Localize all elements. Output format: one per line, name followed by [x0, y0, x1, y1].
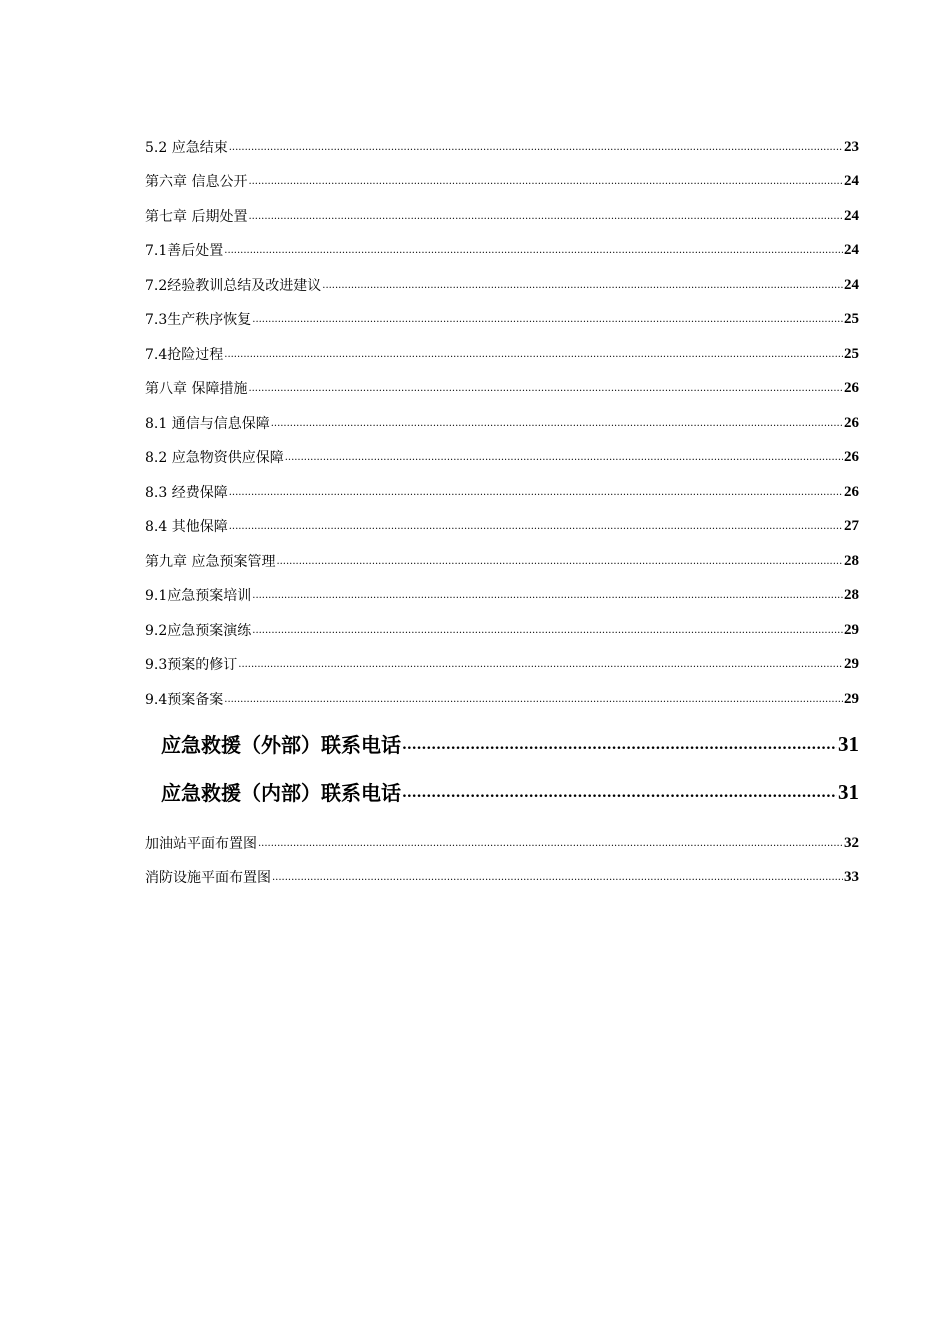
toc-entry-label: 8.4 其他保障: [145, 519, 228, 535]
toc-entry-label: 9.3预案的修订: [145, 657, 238, 673]
toc-entry-page: 27: [844, 518, 859, 534]
dot-leader: [224, 691, 843, 705]
toc-entry-label: 8.3 经费保障: [145, 484, 228, 501]
dot-leader: [252, 622, 843, 636]
toc-entry-page: 24: [844, 173, 859, 189]
toc-entry-7-2[interactable]: [145, 258, 859, 293]
toc-entry-label: 第七章 后期处置: [145, 208, 248, 225]
toc-entry-label: 第八章 保障措施: [145, 381, 248, 397]
toc-entry-page: 26: [844, 414, 859, 431]
toc-entry-label: 消防设施平面布置图: [145, 870, 271, 886]
toc-entry-label: 9.1应急预案培训: [145, 588, 252, 604]
toc-entry-8-1[interactable]: [145, 396, 859, 431]
toc-entry-page: 29: [844, 621, 859, 638]
toc-entry-chapter-6[interactable]: [145, 155, 859, 190]
toc-entry-9-1[interactable]: [145, 569, 859, 604]
toc-entry-page: 26: [844, 449, 859, 465]
toc-entry-8-3[interactable]: [145, 465, 859, 500]
toc-entry-page: 24: [844, 242, 859, 258]
toc-entry-page: 28: [844, 552, 859, 569]
toc-entry-label: 第六章 信息公开: [145, 174, 248, 190]
toc-entry-label: 8.2 应急物资供应保障: [145, 450, 284, 466]
toc-entry-label: 应急救援（外部）联系电话: [161, 732, 401, 757]
toc-entry-label: 第九章 应急预案管理: [145, 553, 276, 570]
toc-entry-7-1[interactable]: [145, 224, 859, 259]
toc-entry-page: 29: [844, 656, 859, 672]
dot-leader: [276, 553, 843, 567]
dot-leader: [224, 346, 843, 360]
toc-entry-chapter-8[interactable]: [145, 362, 859, 397]
toc-entry-9-2[interactable]: [145, 603, 859, 638]
toc-entry-8-2[interactable]: [145, 431, 859, 466]
dot-leader: [322, 277, 843, 291]
toc-entry-page: 31: [838, 731, 859, 756]
toc-entry-9-4[interactable]: [145, 672, 859, 707]
dot-leader: [272, 869, 843, 883]
toc-entry-page: 28: [844, 587, 859, 603]
dot-leader: [285, 449, 843, 463]
toc-entry-page: 31: [838, 779, 859, 804]
toc-entry-page: 33: [844, 869, 859, 885]
dot-leader: [229, 518, 843, 532]
dot-leader: [248, 173, 843, 187]
toc-entry-7-3[interactable]: [145, 293, 859, 328]
toc-entry-page: 29: [844, 690, 859, 707]
dot-leader: [252, 311, 843, 325]
toc-entry-fire-facility-layout[interactable]: [145, 851, 859, 886]
toc-entry-page: 25: [844, 345, 859, 362]
toc-entry-label: 应急救援（内部）联系电话: [161, 780, 401, 805]
toc-entry-label: 加油站平面布置图: [145, 835, 257, 852]
toc-entry-label: 5.2 应急结束: [145, 139, 228, 156]
toc-entry-external-contacts[interactable]: [145, 707, 859, 755]
dot-leader: [248, 380, 843, 394]
toc-entry-page: 25: [844, 311, 859, 327]
dot-leader: [271, 415, 843, 429]
toc-entry-page: 23: [844, 138, 859, 155]
toc-entry-5-2[interactable]: [145, 120, 859, 155]
toc-entry-station-layout[interactable]: [145, 803, 859, 851]
dot-leader: [229, 139, 843, 153]
dot-leader: [224, 242, 843, 256]
toc-entry-label: 7.3生产秩序恢复: [145, 312, 252, 328]
toc-entry-page: 24: [844, 207, 859, 224]
dot-leader: [238, 656, 843, 670]
toc-entry-page: 26: [844, 483, 859, 500]
toc-entry-label: 7.2经验教训总结及改进建议: [145, 277, 322, 294]
toc-entry-label: 9.2应急预案演练: [145, 622, 252, 639]
dot-leader: [402, 732, 837, 752]
toc-entry-internal-contacts[interactable]: [145, 755, 859, 803]
toc-entry-label: 7.1善后处置: [145, 243, 224, 259]
dot-leader: [248, 208, 843, 222]
dot-leader: [258, 835, 843, 849]
toc-entry-label: 7.4抢险过程: [145, 346, 224, 363]
toc-entry-label: 8.1 通信与信息保障: [145, 415, 270, 432]
dot-leader: [402, 780, 837, 800]
table-of-contents: [145, 120, 859, 885]
toc-entry-chapter-9[interactable]: [145, 534, 859, 569]
dot-leader: [229, 484, 843, 498]
toc-entry-8-4[interactable]: [145, 500, 859, 535]
toc-entry-page: 24: [844, 276, 859, 293]
toc-entry-7-4[interactable]: [145, 327, 859, 362]
toc-entry-page: 26: [844, 380, 859, 396]
dot-leader: [252, 587, 843, 601]
toc-entry-chapter-7[interactable]: [145, 189, 859, 224]
toc-entry-page: 32: [844, 834, 859, 851]
toc-entry-9-3[interactable]: [145, 638, 859, 673]
toc-entry-label: 9.4预案备案: [145, 691, 224, 708]
